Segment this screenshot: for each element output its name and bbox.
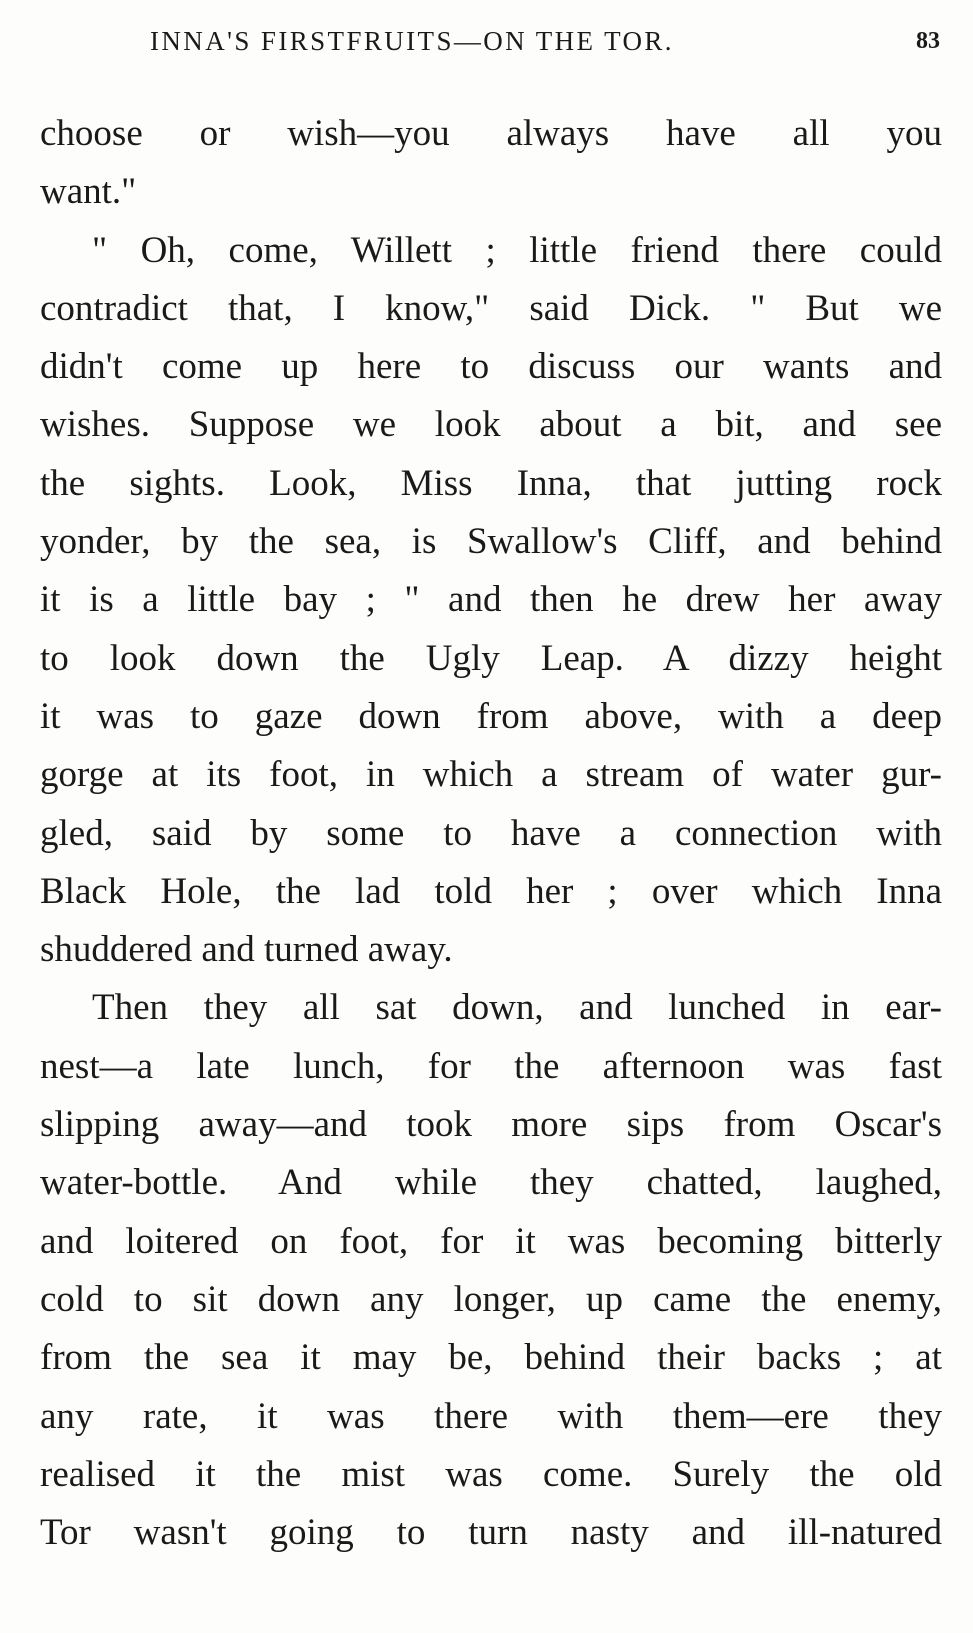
text-line: " Oh, come, Willett ; little friend there could [92, 229, 942, 271]
text-line: gorge at its foot, in which a stream of water gur- [40, 754, 942, 796]
text-line: it is a little bay ; " and then he drew her away [40, 579, 942, 621]
text-line: Black Hole, the lad told her ; over which Inna [40, 870, 942, 912]
chapter-title: INNA'S FIRSTFRUITS—ON THE TOR. [150, 26, 674, 56]
text-line: it was to gaze down from above, with a deep [40, 695, 942, 737]
text-line: realised it the mist was come. Surely the old [40, 1453, 942, 1495]
text-line: Tor wasn't going to turn nasty and ill-natured [40, 1512, 942, 1554]
page-number: 83 [916, 28, 940, 54]
text-line: contradict that, I know," said Dick. " But we [40, 287, 942, 329]
text-line: want." [40, 171, 137, 213]
text-line: to look down the Ugly Leap. A dizzy height [40, 637, 942, 679]
text-line: yonder, by the sea, is Swallow's Cliff, and behind [40, 521, 942, 563]
text-line: choose or wish—you always have all you [40, 113, 942, 154]
text-line: nest—a late lunch, for the afternoon was fast [40, 1045, 942, 1087]
paragraph [40, 222, 942, 980]
paragraph [40, 105, 942, 222]
text-line: from the sea it may be, behind their backs ; at [40, 1337, 942, 1379]
text-line: and loitered on foot, for it was becoming bitterly [40, 1220, 942, 1262]
text-line: didn't come up here to discuss our wants and [40, 346, 942, 388]
text-line: gled, said by some to have a connection with [40, 812, 942, 854]
paragraph [40, 979, 942, 1562]
text-line: shuddered and turned away. [40, 929, 453, 971]
text-line: water-bottle. And while they chatted, laughed, [40, 1162, 942, 1204]
body-text [40, 105, 942, 1562]
text-line: cold to sit down any longer, up came the enemy, [40, 1278, 942, 1320]
running-header [40, 22, 940, 62]
text-line: wishes. Suppose we look about a bit, and see [40, 404, 942, 446]
text-line: the sights. Look, Miss Inna, that jutting rock [40, 462, 942, 504]
text-line: Then they all sat down, and lunched in ear- [92, 987, 942, 1029]
text-line: any rate, it was there with them—ere they [40, 1395, 942, 1437]
text-line: slipping away—and took more sips from Oscar's [40, 1104, 942, 1146]
